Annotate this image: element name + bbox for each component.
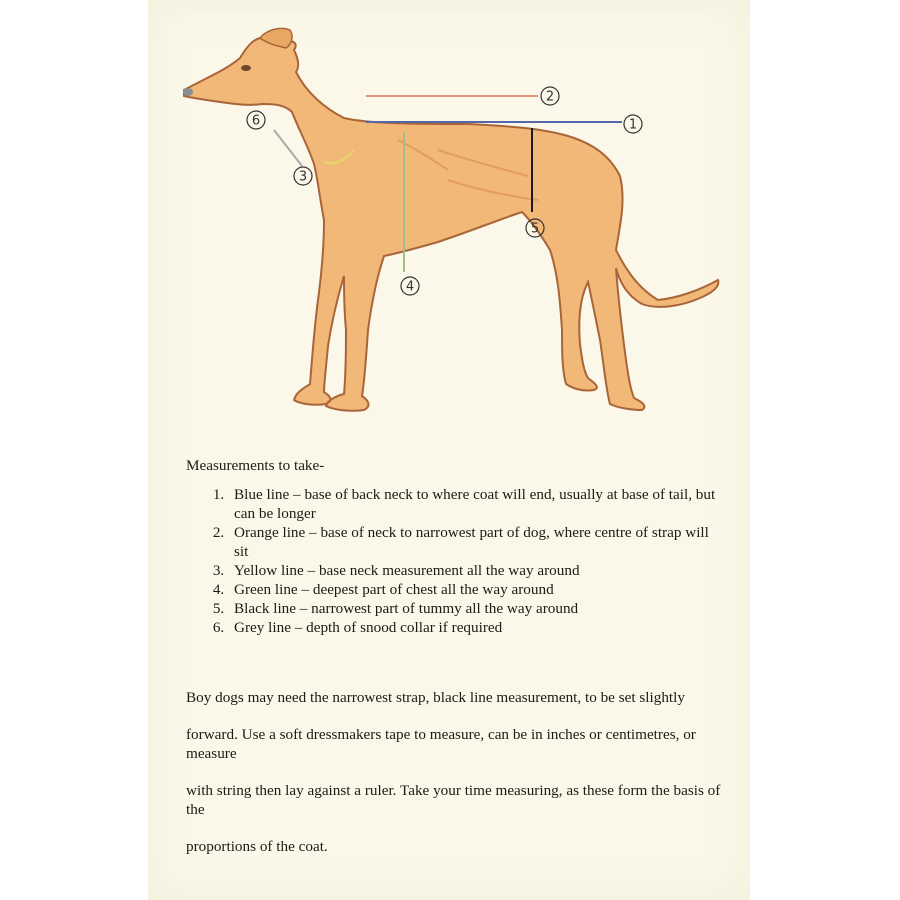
svg-text:1: 1 (628, 117, 638, 133)
marker-4 (401, 277, 419, 295)
measurement-instructions (186, 456, 726, 637)
list-item: 2. Orange line – base of neck to narrowest part of dog, where centre of strap will sit (228, 523, 726, 561)
marker-3 (294, 167, 312, 185)
marker-6 (247, 111, 265, 129)
marker-1 (624, 115, 642, 133)
note-paragraph: Boy dogs may need the narrowest strap, black line measurement, to be set slightly (186, 689, 685, 706)
instructions-heading: Measurements to take- (186, 457, 325, 474)
dog-figure (184, 36, 718, 411)
grey-line (274, 130, 302, 166)
list-item: 3. Yellow line – base neck measurement all the way around (228, 561, 726, 580)
measurement-list (186, 485, 726, 637)
svg-text:4: 4 (405, 279, 415, 295)
list-item: 5. Black line – narrowest part of tummy all the way around (228, 599, 726, 618)
svg-text:6: 6 (251, 113, 261, 129)
list-item: 6. Grey line – depth of snood collar if required (228, 618, 726, 637)
note-paragraph: proportions of the coat. (186, 838, 328, 855)
marker-2 (541, 87, 559, 105)
note-paragraph: with string then lay against a ruler. Take your time measuring, as these form the basis of the (186, 782, 721, 818)
dog-eye (241, 65, 251, 71)
svg-text:2: 2 (545, 89, 555, 105)
svg-text:3: 3 (298, 169, 308, 185)
dog-measurement-diagram (148, 0, 750, 430)
dog-nose (183, 88, 193, 96)
note-paragraph: forward. Use a soft dressmakers tape to measure, can be in inches or centimetres, or measure (186, 726, 696, 762)
list-item: 1. Blue line – base of back neck to where coat will end, usually at base of tail, but can be longer (228, 485, 726, 523)
additional-notes (186, 688, 726, 874)
svg-text:5: 5 (530, 221, 540, 237)
list-item: 4. Green line – deepest part of chest all the way around (228, 580, 726, 599)
